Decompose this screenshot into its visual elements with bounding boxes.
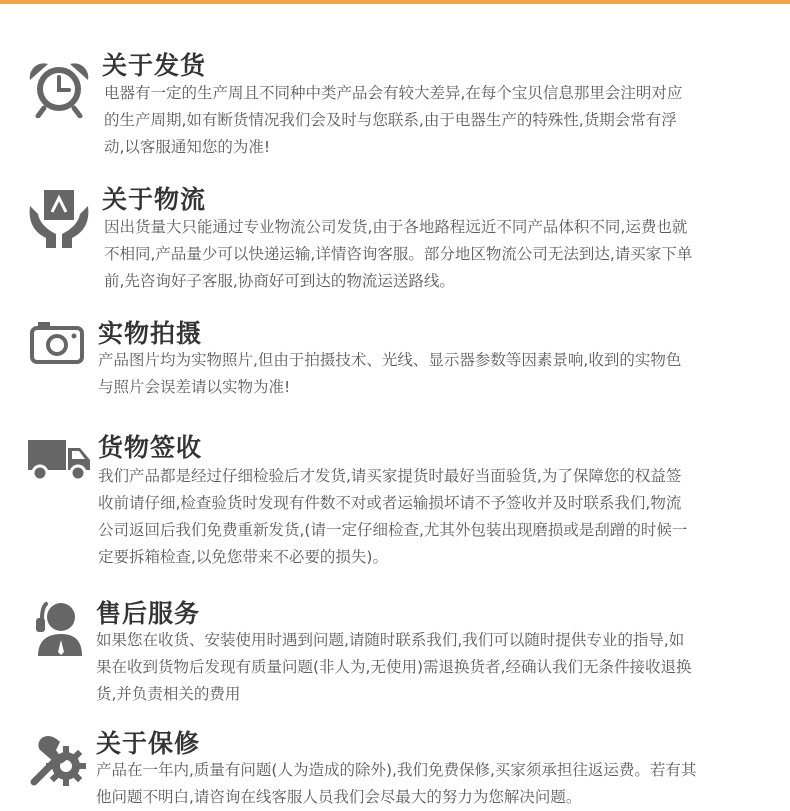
customer-service-icon xyxy=(34,600,84,656)
section-title: 关于物流 xyxy=(102,185,207,214)
camera-icon xyxy=(30,320,84,364)
section-body: 如果您在收货、安装使用时遇到问题,请随时联系我们,我们可以随时提供专业的指导,如 果在收到货物后发现有质量问题(非人为,无使用)需退换货者,经确认我们无条件接收退换 货,并负责相关的费用 xyxy=(96,631,692,703)
section-title: 关于保修 xyxy=(96,729,201,758)
section-body: 电器有一定的生产周且不同种中类产品会有较大差异,在每个宝贝信息那里会注明对应 的生产周期,如有断货情况我们会及时与您联系,由于电器生产的特殊性,货期会常有浮 动,以客服通知您的为准! xyxy=(104,84,683,156)
section-body: 产品在一年内,质量有问题(人为造成的除外),我们免费保修,买家须承担往返运费。若有其 他问题不明白,请咨询在线客服人员我们会尽最大的努力为您解决问题。 xyxy=(96,761,697,806)
section-title: 售后服务 xyxy=(96,599,201,628)
top-accent-bar xyxy=(0,0,790,4)
alarm-clock-icon xyxy=(26,58,92,118)
section-body: 我们产品都是经过仔细检验后才发货,请买家提货时最好当面验货,为了保障您的权益签 收前请仔细,检查验货时发现有件数不对或者运输损坏请不予签收并及时联系我们,物流 公司返回后我们免费重新发货,(请一定仔细检查,尤其外包装出现磨损或是刮蹭的时候一 定要拆箱检查,以免您带来不必要的损失)。 xyxy=(98,467,688,566)
hands-holding-box-icon xyxy=(28,186,90,250)
section-body: 因出货量大只能通过专业物流公司发货,由于各地路程远近不同产品体积不同,运费也就 不相同,产品量少可以快递运输,详情咨询客服。部分地区物流公司无法到达,请买家下单 前,先咨询好子客服,协商好可到达的物流运送路线。 xyxy=(104,218,693,290)
wrench-gear-icon xyxy=(30,730,88,788)
section-title: 货物签收 xyxy=(98,433,203,462)
section-title: 关于发货 xyxy=(102,51,207,80)
delivery-truck-icon xyxy=(26,438,92,482)
section-body: 产品图片均为实物照片,但由于拍摄技术、光线、显示器参数等因素景响,收到的实物色 与照片会误差请以实物为准! xyxy=(98,351,682,396)
section-title: 实物拍摄 xyxy=(98,319,203,348)
